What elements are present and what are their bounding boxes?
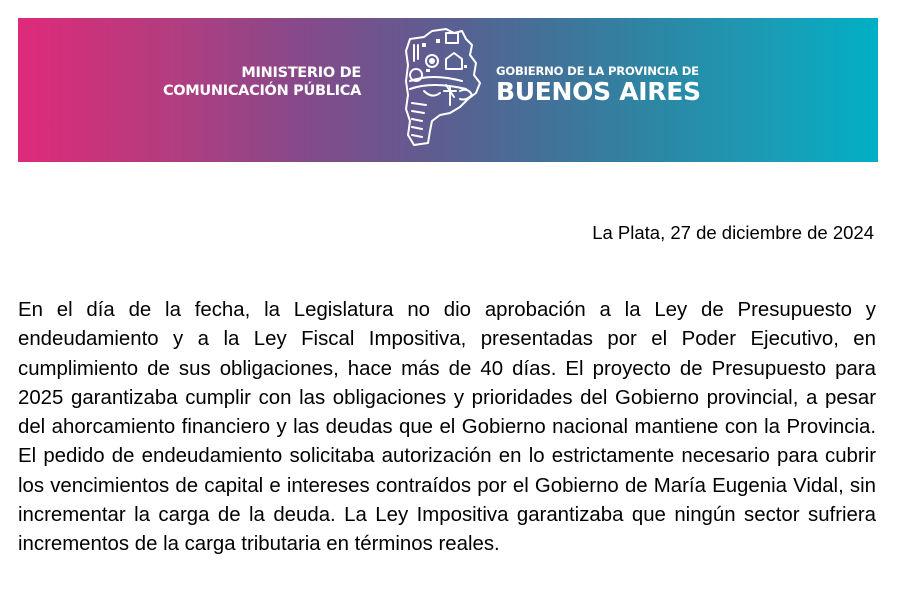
government-name: [496, 64, 701, 106]
government-name-line1: GOBIERNO DE LA PROVINCIA DE: [496, 64, 699, 78]
government-name-line2: BUENOS AIRES: [496, 77, 701, 106]
province-map-emblem-icon: [402, 25, 482, 149]
ministry-name-line2: COMUNICACIÓN PÚBLICA: [162, 83, 361, 99]
body-paragraph: En el día de la fecha, la Legislatura no dio aprobación a la Ley de Presupuesto y endeudamiento y a la Ley Fiscal Impositiva, presentadas por el Poder Ejecutivo, en cumplimiento de sus obligaciones, hace más de 40 días. El proyecto de Presupuesto para 2025 garantizaba cumplir con las obligaciones y prioridades del Gobierno provincial, a pesar del ahorcamiento financiero y las deudas que el Gobierno nacional mantiene con la Provincia. El pedido de endeudamiento solicitaba autorización en lo estrictamente necesario para cubrir los vencimientos de capital e intereses contraídos por el Gobierno de María Eugenia Vidal, sin incrementar la carga de la deuda. La Ley Impositiva garantizaba que ningún sector sufriera incrementos de la carga tributaria en términos reales.: [18, 299, 876, 556]
ministry-name-line1: MINISTERIO DE: [241, 65, 361, 81]
ministry-name: [163, 64, 361, 100]
header-banner: [18, 18, 878, 162]
dateline: La Plata, 27 de diciembre de 2024: [592, 222, 874, 243]
